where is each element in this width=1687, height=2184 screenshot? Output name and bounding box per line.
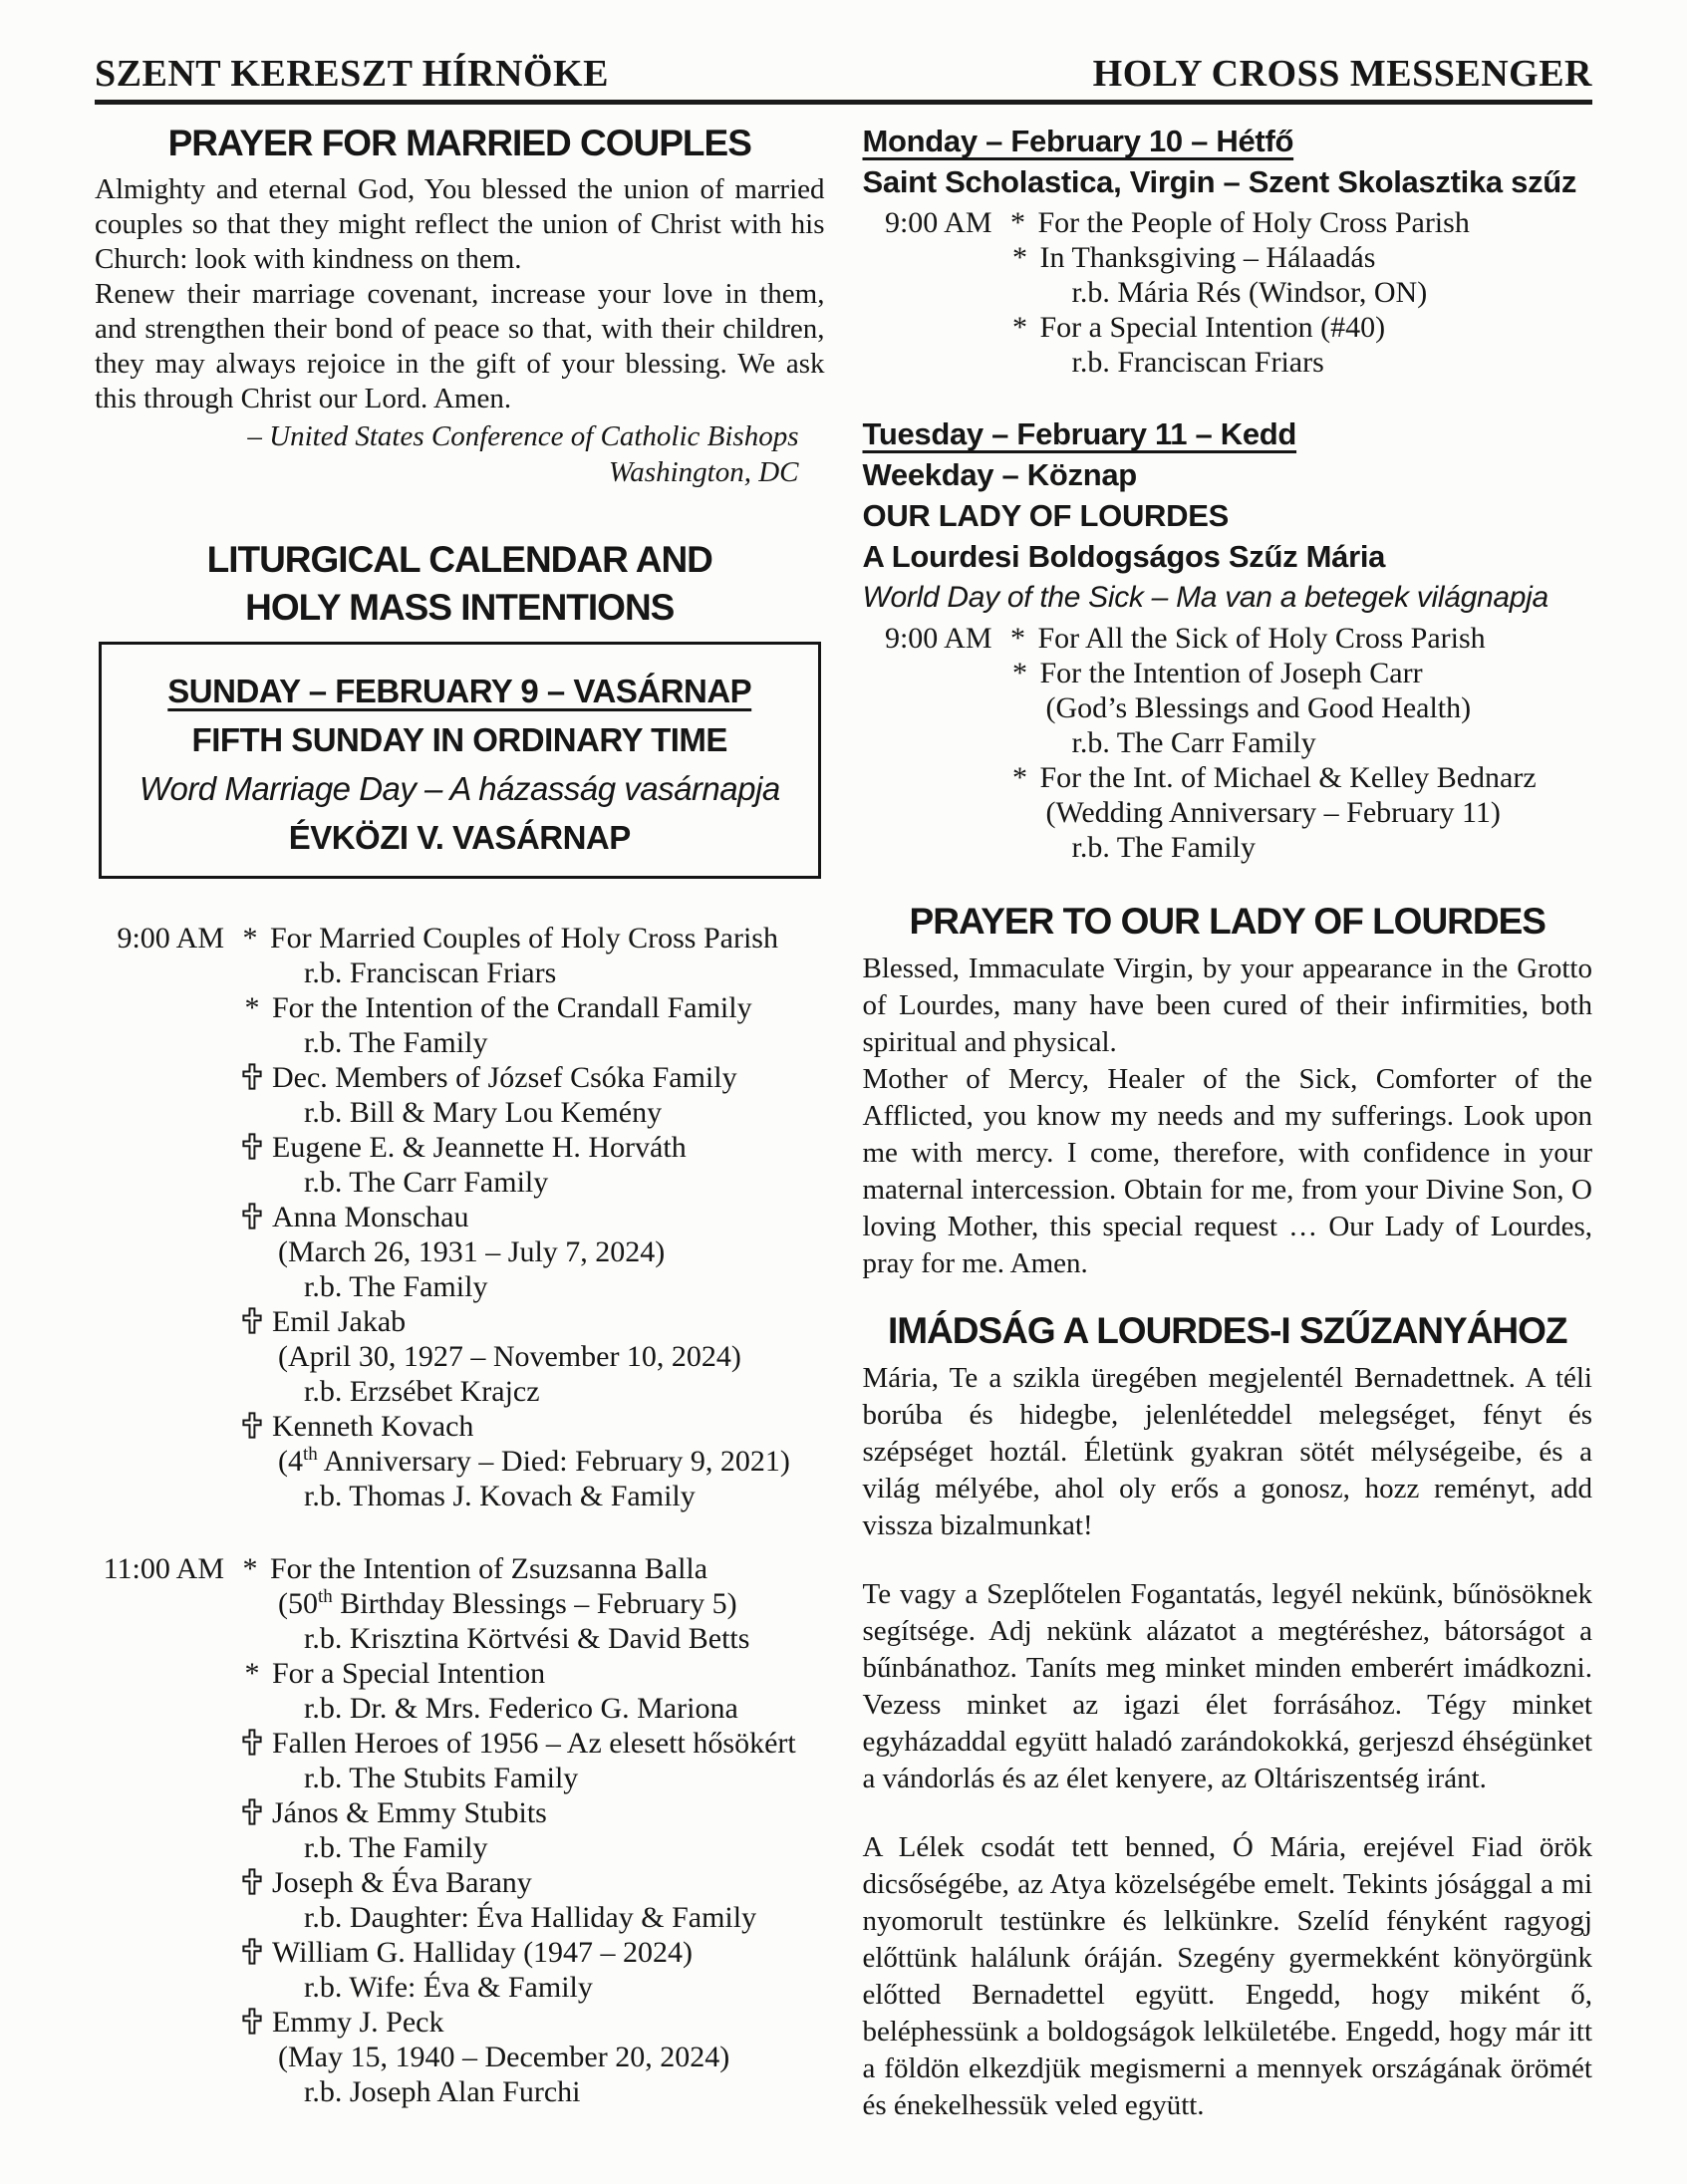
intention-text: r.b. Franciscan Friars	[304, 956, 557, 989]
intention-text: r.b. Thomas J. Kovach & Family	[304, 1480, 696, 1512]
intention-text: Emmy J. Peck	[272, 2006, 444, 2039]
requested-by-line	[95, 1621, 825, 1656]
intention-text: r.b. Krisztina Körtvési & David Betts	[304, 1622, 750, 1655]
hungarian-prayer-paragraph: Mária, Te a szikla üregében megjelentél Bernadettnek. A téli borúba és hidegbe, jelenléteddel melegséget, fényt és szépséget hoztál. Életünk gyakran sötét mélységeibe, és a világ mélyébe, ahol oly erős a gonosz, hozz reményt, add vissza bizalmunkat!	[862, 1362, 1592, 1541]
intention-text: For a Special Intention	[272, 1657, 546, 1690]
masthead-title-hungarian: SZENT KERESZT HÍRNÖKE	[95, 53, 609, 95]
asterisk-marker: *	[1012, 761, 1027, 794]
intention-text: For the Intention of Zsuzsanna Balla	[270, 1552, 708, 1585]
mass-intention-line	[95, 1795, 825, 1830]
memorial-cross-icon	[240, 1409, 264, 1444]
tuesday-lourdes-subheading: OUR LADY OF LOURDES	[862, 498, 1229, 533]
requested-by-line	[863, 345, 1593, 380]
memorial-cross-icon	[240, 1200, 264, 1234]
masthead	[95, 0, 1592, 105]
memorial-cross-icon	[240, 2005, 264, 2040]
mass-time-label: 9:00 AM	[884, 622, 992, 655]
tuesday-block	[863, 413, 1593, 865]
intention-text: Emil Jakab	[272, 1305, 407, 1338]
married-couples-prayer-title: PRAYER FOR MARRIED COUPLES	[167, 123, 751, 163]
mass-time-label: 11:00 AM	[103, 1552, 224, 1585]
intention-text: (Wedding Anniversary – February 11)	[1045, 796, 1501, 829]
mass-intention-line	[95, 1130, 825, 1165]
hungarian-prayer-paragraph: Te vagy a Szeplőtelen Fogantatás, legyél nekünk, bűnösöknek segítsége. Adj nekünk alázatot a megtéréshez, bátorságot a bűnbánathoz. Taníts meg minket minden emberért imádkozni. Vezess minket az igazi élet forrásához. Tégy minket egyházaddal együtt haladó zarándokokká, gerjeszd éhségünket a vándorlás és az élet kenyere, az Oltáriszentség iránt.	[862, 1578, 1592, 1794]
requested-by-line	[95, 1761, 825, 1795]
attribution-line: – United States Conference of Catholic Bishops	[247, 420, 799, 452]
requested-by-line	[95, 1479, 825, 1513]
intention-text: Joseph & Éva Barany	[272, 1866, 532, 1899]
intention-text: (May 15, 1940 – December 20, 2024)	[278, 2041, 730, 2073]
sunday-special-day-line: Word Marriage Day – A házasság vasárnapja	[139, 770, 780, 807]
intention-text: r.b. Mária Rés (Windsor, ON)	[1071, 276, 1428, 309]
mass-intention-line	[95, 921, 825, 956]
mass-block-sunday-9am	[95, 921, 825, 1513]
intention-text: r.b. The Carr Family	[1071, 726, 1316, 759]
intention-text: (50th Birthday Blessings – February 5)	[278, 1586, 737, 1620]
intention-text: r.b. Bill & Mary Lou Kemény	[304, 1096, 663, 1129]
requested-by-line	[95, 1165, 825, 1200]
intention-text: János & Emmy Stubits	[272, 1796, 547, 1829]
requested-by-line	[95, 1970, 825, 2005]
masthead-title-english: HOLY CROSS MESSENGER	[1092, 53, 1592, 95]
intention-text: r.b. Franciscan Friars	[1071, 346, 1324, 379]
requested-by-line	[863, 275, 1593, 310]
memorial-cross-icon	[240, 1935, 264, 1970]
monday-feast-subheading: Saint Scholastica, Virgin – Szent Skolasztika szűz	[862, 164, 1577, 199]
intention-text: For the People of Holy Cross Parish	[1037, 206, 1470, 239]
intention-text: r.b. Joseph Alan Furchi	[304, 2075, 581, 2108]
intention-text: For a Special Intention (#40)	[1039, 311, 1386, 344]
asterisk-marker: *	[1010, 206, 1025, 239]
mass-intention-line	[863, 621, 1593, 656]
intention-text: Kenneth Kovach	[272, 1410, 474, 1443]
intention-detail-line	[95, 1444, 825, 1479]
asterisk-marker: *	[1012, 657, 1027, 689]
intention-text: r.b. Daughter: Éva Halliday & Family	[304, 1901, 757, 1934]
intention-text: r.b. The Family	[304, 1270, 488, 1303]
intention-text: For the Int. of Michael & Kelley Bednarz	[1039, 761, 1537, 794]
lourdes-prayer-title: PRAYER TO OUR LADY OF LOURDES	[909, 901, 1546, 942]
intention-text: r.b. Dr. & Mrs. Federico G. Mariona	[304, 1692, 738, 1725]
requested-by-line	[95, 1374, 825, 1409]
requested-by-line	[95, 2074, 825, 2109]
two-column-layout	[0, 105, 1687, 2124]
intention-text: r.b. The Stubits Family	[304, 1762, 579, 1794]
mass-intention-line	[95, 1656, 825, 1691]
monday-block	[863, 121, 1593, 380]
requested-by-line	[95, 1900, 825, 1935]
intention-text: r.b. The Family	[304, 1026, 488, 1059]
intention-text: r.b. The Carr Family	[304, 1166, 549, 1199]
memorial-cross-icon	[240, 1865, 264, 1900]
mass-time-label: 9:00 AM	[884, 206, 992, 239]
married-couples-prayer-paragraph: Almighty and eternal God, You blessed the union of married couples so that they might reflect the union of Christ with his Church: look with kindness on them.	[95, 173, 825, 275]
liturgical-calendar-title	[95, 536, 825, 632]
tuesday-lourdes-hungarian-subheading: A Lourdesi Boldogságos Szűz Mária	[862, 539, 1386, 574]
requested-by-line	[95, 1830, 825, 1865]
lourdes-prayer-paragraph: Blessed, Immaculate Virgin, by your appearance in the Grotto of Lourdes, many have been cured of their infirmities, both spiritual and physical.	[862, 953, 1592, 1058]
intention-text: Eugene E. & Jeannette H. Horváth	[272, 1131, 687, 1164]
asterisk-marker: *	[244, 991, 260, 1024]
intention-detail-line	[95, 1586, 825, 1621]
mass-intention-line	[95, 1409, 825, 1444]
asterisk-marker: *	[1012, 311, 1027, 344]
intention-detail-line	[95, 2040, 825, 2074]
intention-detail-line	[863, 690, 1593, 725]
memorial-cross-icon	[240, 1726, 264, 1761]
tuesday-heading: Tuesday – February 11 – Kedd	[862, 416, 1297, 451]
intention-text: r.b. Wife: Éva & Family	[304, 1971, 593, 2004]
married-couples-prayer-paragraph: Renew their marriage covenant, increase your love in them, and strengthen their bond of peace so that, with their children, they may always rejoice in the gift of your blessing. We ask this through Christ our Lord. Amen.	[95, 278, 825, 414]
intention-text: r.b. Erzsébet Krajcz	[304, 1375, 540, 1408]
requested-by-line	[95, 1269, 825, 1304]
mass-intention-line	[95, 1060, 825, 1095]
hungarian-prayer-paragraph: A Lélek csodát tett benned, Ó Mária, erejével Fiad örök dicsőségébe, az Atya közelségébe emelt. Tekints jósággal a mi nyomorult testünkre és lelkünkre. Szelíd fényként ragyogj előttünk halálunk óráján. Szegény gyermekként könyörgünk előtted Bernadettel együtt. Engedd, hogy miként ő, beléphessünk a boldogságok lelkületébe. Engedd, hogy már itt a földön elkezdjük megismerni a mennyek országának örömét és énekelhessük veled együtt.	[862, 1831, 1592, 2121]
sunday-header-box	[99, 642, 821, 879]
tuesday-weekday-subheading: Weekday – Köznap	[862, 457, 1137, 492]
lourdes-prayer-paragraph: Mother of Mercy, Healer of the Sick, Comforter of the Afflicted, you know my needs and my sufferings. Look upon me with mercy. I come, therefore, with confidence in your maternal intercession. Obtain for me, from your Divine Son, O loving Mother, this special request … Our Lady of Lourdes, pray for me. Amen.	[862, 1063, 1592, 1279]
right-column	[863, 121, 1593, 2124]
requested-by-line	[95, 1691, 825, 1726]
asterisk-marker: *	[244, 1657, 260, 1690]
intention-text: Anna Monschau	[272, 1201, 469, 1233]
requested-by-line	[95, 1095, 825, 1130]
mass-intention-line	[95, 1304, 825, 1339]
intention-text: For the Intention of the Crandall Family	[272, 991, 752, 1024]
mass-intention-line	[863, 310, 1593, 345]
mass-intention-line	[863, 656, 1593, 690]
intention-text: (April 30, 1927 – November 10, 2024)	[278, 1340, 741, 1373]
hungarian-prayer-title: IMÁDSÁG A LOURDES-I SZŰZANYÁHOZ	[887, 1310, 1567, 1351]
memorial-cross-icon	[240, 1130, 264, 1165]
mass-block-monday-9am	[863, 205, 1593, 380]
intention-text: For All the Sick of Holy Cross Parish	[1037, 622, 1486, 655]
tuesday-world-day-subheading: World Day of the Sick – Ma van a betegek világnapja	[862, 581, 1548, 614]
intention-text: In Thanksgiving – Hálaadás	[1039, 241, 1376, 274]
memorial-cross-icon	[240, 1795, 264, 1830]
mass-intention-line	[95, 1865, 825, 1900]
left-column	[95, 121, 825, 2124]
requested-by-line	[95, 1025, 825, 1060]
memorial-cross-icon	[240, 1060, 264, 1095]
intention-text: r.b. The Family	[304, 1831, 488, 1864]
intention-detail-line	[863, 795, 1593, 830]
mass-time-label: 9:00 AM	[117, 922, 224, 955]
calendar-title-line: LITURGICAL CALENDAR AND	[206, 539, 712, 580]
prayer-attribution	[95, 418, 825, 490]
intention-text: For Married Couples of Holy Cross Parish	[270, 922, 778, 955]
requested-by-line	[863, 830, 1593, 865]
asterisk-marker: *	[242, 1552, 258, 1585]
mass-intention-line	[863, 760, 1593, 795]
memorial-cross-icon	[240, 1304, 264, 1339]
asterisk-marker: *	[1012, 241, 1027, 274]
intention-text: (God’s Blessings and Good Health)	[1045, 691, 1472, 724]
sunday-feast-line: FIFTH SUNDAY IN ORDINARY TIME	[191, 721, 727, 758]
mass-intention-line	[95, 1726, 825, 1761]
intention-detail-line	[95, 1339, 825, 1374]
mass-block-tuesday-9am	[863, 621, 1593, 865]
mass-intention-line	[863, 240, 1593, 275]
mass-intention-line	[95, 990, 825, 1025]
intention-text: (4th Anniversary – Died: February 9, 2021)	[278, 1444, 790, 1478]
asterisk-marker: *	[1010, 622, 1025, 655]
intention-text: (March 26, 1931 – July 7, 2024)	[278, 1235, 666, 1268]
intention-text: William G. Halliday (1947 – 2024)	[272, 1936, 694, 1969]
intention-text: Dec. Members of József Csóka Family	[272, 1061, 737, 1094]
attribution-line: Washington, DC	[608, 456, 799, 488]
mass-intention-line	[95, 1935, 825, 1970]
intention-text: For the Intention of Joseph Carr	[1039, 657, 1423, 689]
monday-heading: Monday – February 10 – Hétfő	[862, 124, 1294, 158]
requested-by-line	[863, 725, 1593, 760]
asterisk-marker: *	[242, 922, 258, 955]
sunday-date-line: SUNDAY – FEBRUARY 9 – VASÁRNAP	[167, 673, 752, 709]
intention-text: r.b. The Family	[1071, 831, 1256, 864]
mass-block-sunday-11am	[95, 1551, 825, 2109]
mass-intention-line	[95, 1200, 825, 1234]
mass-intention-line	[95, 2005, 825, 2040]
intention-detail-line	[95, 1234, 825, 1269]
intention-text: Fallen Heroes of 1956 – Az elesett hősökért	[272, 1727, 796, 1760]
calendar-title-line: HOLY MASS INTENTIONS	[245, 587, 675, 628]
mass-intention-line	[95, 1551, 825, 1586]
requested-by-line	[95, 956, 825, 990]
mass-intention-line	[863, 205, 1593, 240]
sunday-hungarian-line: ÉVKÖZI V. VASÁRNAP	[288, 819, 631, 856]
